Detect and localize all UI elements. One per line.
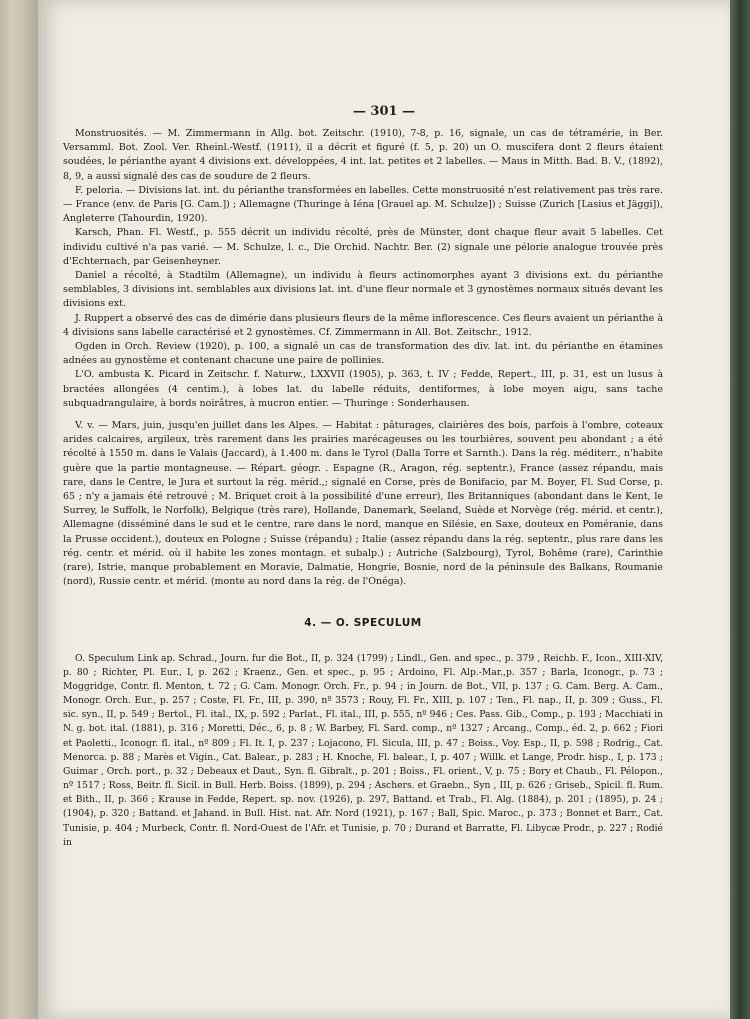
paragraph-peloria: F. peloria. — Divisions lat. int. du périanthe transformées en labelles. Cette monstruosité n'est relativement pas très rare. — France (env. de Paris [G. Cam.]) ; Allemagne (Thuringe à Iéna [Grauel ap. M. Schulze]) ; Suisse (Zurich [Lasius et Jäggi]), Angleterre (Tahourdin, 1920).	[63, 184, 664, 225]
paragraph-gap	[63, 411, 663, 419]
book-binding	[0, 0, 38, 1019]
page-body	[63, 127, 663, 850]
paragraph-ruppert: J. Ruppert a observé des cas de dimérie dans plusieurs fleurs de la même inflorescence. Ces fleurs avaient un périanthe à 4 divisions sans labelle caractérisé et 2 gynostèmes. Cf. Zimmermann in All. Bot. Zeitschr., 1912.	[63, 312, 663, 338]
section-title: 4. — O. SPECULUM	[304, 616, 422, 629]
paragraph-ogden: Ogden in Orch. Review (1920), p. 100, a signalé un cas de transformation des div. lat. int. du périanthe en étamines adnées au gynostème et contenant chacune une paire de pollinies.	[63, 341, 663, 367]
paragraph-daniel: Daniel a récolté, à Stadtilm (Allemagne), un individu à fleurs actinomorphes ayant 3 divisions ext. du périanthe semblables, 3 divisions int. semblables aux divisions lat. int. d'une fleur normale et 3 gynostèmes normaux situés devant les divisions ext.	[63, 270, 663, 310]
paragraph-monstruosites: Monstruosités. — M. Zimmermann in Allg. bot. Zeitschr. (1910), 7-8, p. 16, signale, un cas de tétramérie, in Ber. Versamml. Bot. Zool. Ver. Rheinl.-Westf. (1911), il a décrit et figuré (f. 5, p. 20) un O. muscifera dont 2 fleurs étaient soudées, le périanthe ayant 4 divisions ext. développées, 4 int. lat. petites et 2 labelles. — Maus in Mitth. Bad. B. V., (1892), 8, 9, a aussi signalé des cas de soudure de 2 fleurs.	[63, 128, 663, 182]
book-page	[38, 0, 730, 1019]
paragraph-ambusta: L'O. ambusta K. Picard in Zeitschr. f. Naturw., LXXVII (1905), p. 363, t. IV ; Fedde, Repert., III, p. 31, est un lusus à bractées allongées (4 centim.), à lobes lat. du labelle réduits, dentiformes, à lobe moyen aigu, sans tache subquadrangulaire, à bords noirâtres, à mucron entier. — Thuringe : Sonderhausen.	[63, 369, 663, 409]
paragraph-synonymy: O. Speculum Link ap. Schrad., Journ. fur die Bot., II, p. 324 (1799) ; Lindl., Gen. and spec., p. 379 , Reichb. F., Icon., XIII-XIV, p. 80 ; Richter, Pl. Eur., I, p. 262 ; Kraenz., Gen. et spec., p. 95 ; Ardoino, Fl. Alp.-Mar.,p. 357 ; Barla, Iconogr., p. 73 ; Moggridge, Contr. fl. Menton, t. 72 ; G. Cam. Monogr. Orch. Fr., p. 94 ; in Journ. de Bot., VII, p. 137 ; G. Cam. Berg. A. Cam., Monogr. Orch. Eur., p. 257 ; Coste, Fl. Fr., III, p. 390, nº 3573 ; Rouy, Fl. Fr., XIII, p. 107 ; Ten., Fl. nap., II, p. 309 ; Guss., Fl. sic. syn., II, p. 549 ; Bertol., Fl. ital., IX, p. 592 ; Parlat., Fl. ital., III, p. 555, nº 946 ; Ces. Pass. Gib., Comp., p. 193 ; Macchiati in N. g. bot. ital. (1881), p. 316 ; Moretti, Déc., 6, p. 8 ; W. Barbey, Fl. Sard. comp., nº 1327 ; Arcang., Comp., éd. 2, p. 662 ; Fiori et Paoletti., Iconogr. fl. ital., nº 809 ; Fl. It. I, p. 237 ; Lojacono, Fl. Sicula, III, p. 47 ; Boiss., Voy. Esp., II, p. 598 ; Rodrig., Cat. Menorca. p. 88 ; Marès et Vigin., Cat. Balear., p. 283 ; H. Knoche, Fl. balear., I, p. 407 ; Willk. et Lange, Prodr. hisp., I, p. 173 ; Guimar , Orch. port., p. 32 ; Debeaux et Daut., Syn. fl. Gibralt., p. 201 ; Boiss., Fl. orient., V, p. 75 ; Bory et Chaub., Fl. Pélopon., nº 1517 ; Ross, Beitr. fl. Sicil. in Bull. Herb. Boiss. (1899), p. 294 ; Aschers. et Graebn., Syn , III, p. 626 ; Grisеb., Spicil. fl. Rum. et Bith., II, p. 366 ; Krause in Fedde, Repert. sp. nov. (1926), p. 297, Battand. et Trab., Fl. Alg. (1884), p. 201 ; (1895), p. 24 ; (1904), p. 320 ; Battand. et Jahand. in Bull. Hist. nat. Afr. Nord (1921), p. 167 ; Ball, Spic. Maroc., p. 373 ; Bonnet et Barr., Cat. Tunisie, p. 404 ; Murbeck, Contr. fl. Nord-Ouest de l'Afr. et Tunisie, p. 70 ; Durand et Barratte, Fl. Libycæ Prodr., p. 227 ; Rodié in	[63, 652, 663, 848]
paragraph-vv-habitat: V. v. — Mars, juin, jusqu'en juillet dans les Alpes. — Habitat : pâturages, clairières des bois, parfois à l'ombre, coteaux arides calcaires, argileux, très rarement dans les prairies marécageuses ou les tourbières, souvent peu abondant ; a été récolté à 1550 m. dans le Valais (Jaccard), à 1.400 m. dans le Tyrol (Dalla Torre et Sarnth.). Dans la rég. méditerr., n'habite guère que la partie montagneuse. — Répart. géogr. . Espagne (R., Aragon, rég. septentr.), France (assez répandu, mais rare, dans le Centre, le Jura et surtout la rég. mérid.,; signalé en Corse, près de Bonifacio, par M. Boyer, Fl. Sud Corse, p. 65 ; n'y a jamais été retrouvé ; M. Briquet croit à la possibilité d'une erreur), Iles Britanniques (abondant dans le Kent, le Surrey, le Suffolk, le Norfolk), Belgique (très rare), Hollande, Danemark, Seeland, Suède et Norvège (rég. mérid. et centr.), Allemagne (disséminé dans le sud et le centre, rare dans le nord, manque en Silésie, en Saxe, douteux en Poméranie, dans la Prusse occident.), douteux en Pologne ; Suisse (répandu) ; Italie (assez répandu dans la rég. septentr., plus rare dans les rég. centr. et mérid. où il habite les zones montagn. et subalp.) ; Autriche (Salzbourg), Tyrol, Bohême (rare), Carinthie (rare), Istrie, manque probablement en Moravie, Dalmatie, Hongrie, Bosnie, nord de la péninsule des Balkans, Roumanie (nord), Russie centr. et mérid. (monte au nord dans la rég. de l'Onéga).	[63, 420, 663, 588]
book-cover-edge	[730, 0, 750, 1019]
page-number: — 301 —	[352, 104, 416, 119]
paragraph-karsch: Karsch, Phan. Fl. Westf., p. 555 décrit un individu récolté, près de Münster, dont chaque fleur avait 5 labelles. Cet individu cultivé n'a pas varié. — M. Schulze, l. c., Die Orchid. Nachtr. Ber. (2) signale une pélorie analogue trouvée près d'Echternach, par Geisenheyner.	[63, 227, 663, 267]
